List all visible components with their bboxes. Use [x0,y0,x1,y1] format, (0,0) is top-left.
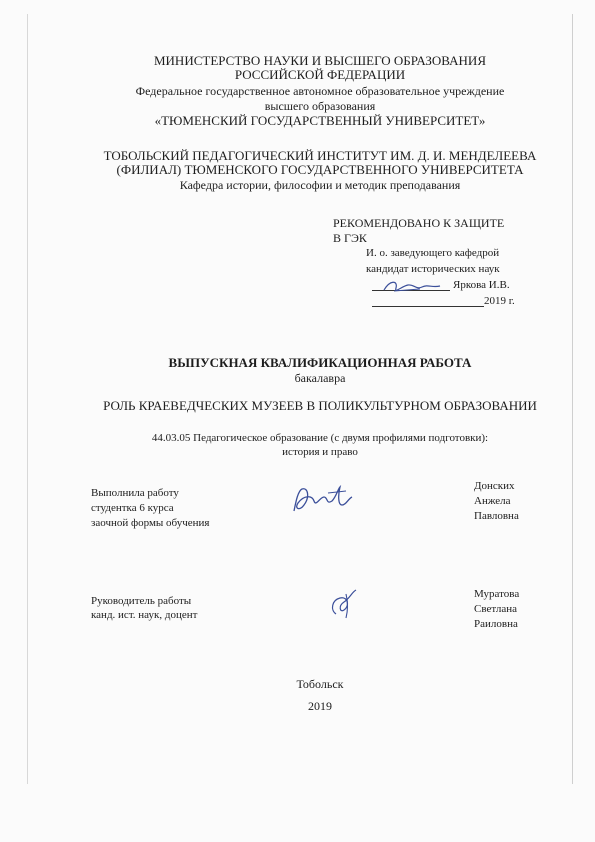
approval-signature [380,276,450,296]
approval-degree: кандидат исторических наук [366,263,500,275]
specialty-line-1: 44.03.05 Педагогическое образование (с двумя профилями подготовки): [151,432,489,444]
institute-line-2: (ФИЛИАЛ) ТЮМЕНСКОГО ГОСУДАРСТВЕННОГО УНИВЕРСИТЕТА [116,162,524,177]
year: 2019 [308,699,332,713]
supervisor-patronymic: Раиловна [474,618,518,630]
work-level: бакалавра [294,371,346,385]
approval-position: И. о. заведующего кафедрой [366,247,500,259]
ministry-line-2: РОССИЙСКОЙ ФЕДЕРАЦИИ [234,67,406,82]
department-name: Кафедра истории, философии и методик преподавания [179,178,461,192]
supervisor-first-name: Светлана [474,603,518,615]
supervisor-signature [326,588,366,622]
city: Тобольск [296,677,344,691]
approval-year: 2019 г. [484,295,515,307]
author-first-name: Анжела [474,495,511,507]
supervisor-label-1: Руководитель работы [91,595,192,607]
supervisor-surname: Муратова [474,588,520,600]
author-label-2: студентка 6 курса [91,502,174,514]
page-edge-left [27,14,28,784]
institution-line-1: Федеральное государственное автономное образовательное учреждение [135,84,505,98]
approval-line-1: РЕКОМЕНДОВАНО К ЗАЩИТЕ [333,216,505,230]
institution-line-2: высшего образования [264,99,376,113]
supervisor-label-2: канд. ист. наук, доцент [91,609,198,621]
work-title: РОЛЬ КРАЕВЕДЧЕСКИХ МУЗЕЕВ В ПОЛИКУЛЬТУРНОМ ОБРАЗОВАНИИ [103,398,537,413]
author-patronymic: Павловна [474,510,519,522]
university-name: «ТЮМЕНСКИЙ ГОСУДАРСТВЕННЫЙ УНИВЕРСИТЕТ» [154,113,486,128]
approval-name: Яркова И.В. [453,279,510,291]
work-type: ВЫПУСКНАЯ КВАЛИФИКАЦИОННАЯ РАБОТА [168,355,472,370]
approval-line-2: В ГЭК [333,231,367,245]
author-label-3: заочной формы обучения [91,517,210,529]
author-signature [288,483,358,517]
specialty-line-2: история и право [282,446,358,458]
approval-date-line [372,306,484,307]
author-label-1: Выполнила работу [91,487,179,499]
institute-line-1: ТОБОЛЬСКИЙ ПЕДАГОГИЧЕСКИЙ ИНСТИТУТ ИМ. Д. И. МЕНДЕЛЕЕВА [103,148,537,163]
ministry-line-1: МИНИСТЕРСТВО НАУКИ И ВЫСШЕГО ОБРАЗОВАНИЯ [153,53,486,68]
author-surname: Донских [474,480,515,492]
